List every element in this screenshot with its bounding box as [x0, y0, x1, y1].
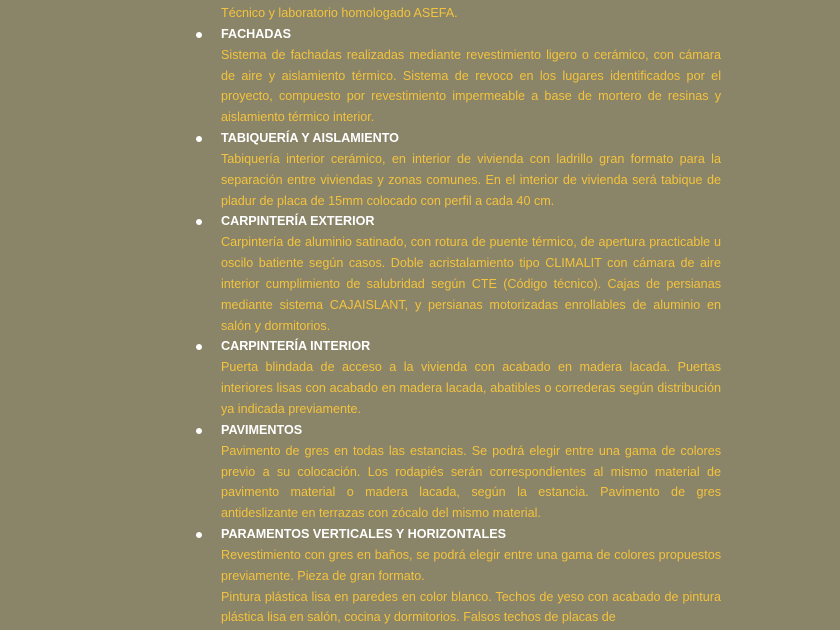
section-carpinteria-exterior [221, 211, 721, 336]
section-heading: TABIQUERÍA Y AISLAMIENTO [221, 130, 399, 145]
section-pavimentos [221, 420, 721, 524]
section-paragraph: Pintura plástica lisa en paredes en color blanco. Techos de yeso con acabado de pintura plástica lisa en salón, cocina y dormitorios. Falsos techos de placas de [221, 589, 721, 625]
section-heading: FACHADAS [221, 26, 291, 41]
bullet-icon [196, 428, 202, 434]
section-paragraph: Tabiquería interior cerámico, en interior de vivienda con ladrillo gran formato para la separación entre viviendas y zonas comunes. En el interior de vivienda será tabique de pladur de placa de 15mm colocado con perfil a cada 40 cm. [221, 151, 721, 208]
bullet-icon [196, 532, 202, 538]
text-column [221, 3, 721, 628]
section-heading: CARPINTERÍA EXTERIOR [221, 214, 375, 229]
section-heading: PARAMENTOS VERTICALES Y HORIZONTALES [221, 526, 507, 541]
intro-text: Técnico y laboratorio homologado ASEFA. [221, 6, 458, 20]
section-paramentos [221, 524, 721, 628]
section-paragraph: Pavimento de gres en todas las estancias. Se podrá elegir entre una gama de colores previo a su colocación. Los rodapiés serán correspondientes al mismo material de pavimento material o madera lacada, según la estancia. Pavimento de gres antideslizante en terrazas con zócalo del mismo material. [221, 443, 721, 521]
section-heading: PAVIMENTOS [221, 422, 303, 437]
section-fachadas [221, 24, 721, 128]
section-paragraph: Carpintería de aluminio satinado, con rotura de puente térmico, de apertura practicable u oscilo batiente según casos. Doble acristalamiento tipo CLIMALIT con cámara de aire interior cumplimiento de salubridad según CTE (Código técnico). Cajas de persianas mediante sistema CAJAISLANT, y persianas motorizadas enrollables de aluminio en salón y dormitorios. [221, 235, 721, 333]
section-paragraph: Sistema de fachadas realizadas mediante revestimiento ligero o cerámico, con cámara de aire y aislamiento térmico. Sistema de revoco en los lugares identificados por el proyecto, compuesto por revestimiento impermeable a base de mortero de resinas y aislamiento térmico interior. [221, 47, 721, 125]
bullet-icon [196, 32, 202, 38]
bullet-icon [196, 136, 202, 142]
bullet-icon [196, 344, 202, 350]
section-tabiqueria [221, 128, 721, 211]
section-heading: CARPINTERÍA INTERIOR [221, 339, 371, 354]
section-carpinteria-interior [221, 336, 721, 419]
section-paragraph: Puerta blindada de acceso a la vivienda con acabado en madera lacada. Puertas interiores lisas con acabado en madera lacada, abatibles o correderas según distribución ya indicada previamente. [221, 360, 721, 416]
bullet-icon [196, 219, 202, 225]
section-paragraph: Revestimiento con gres en baños, se podrá elegir entre una gama de colores propuestos previamente. Pieza de gran formato. [221, 547, 721, 583]
